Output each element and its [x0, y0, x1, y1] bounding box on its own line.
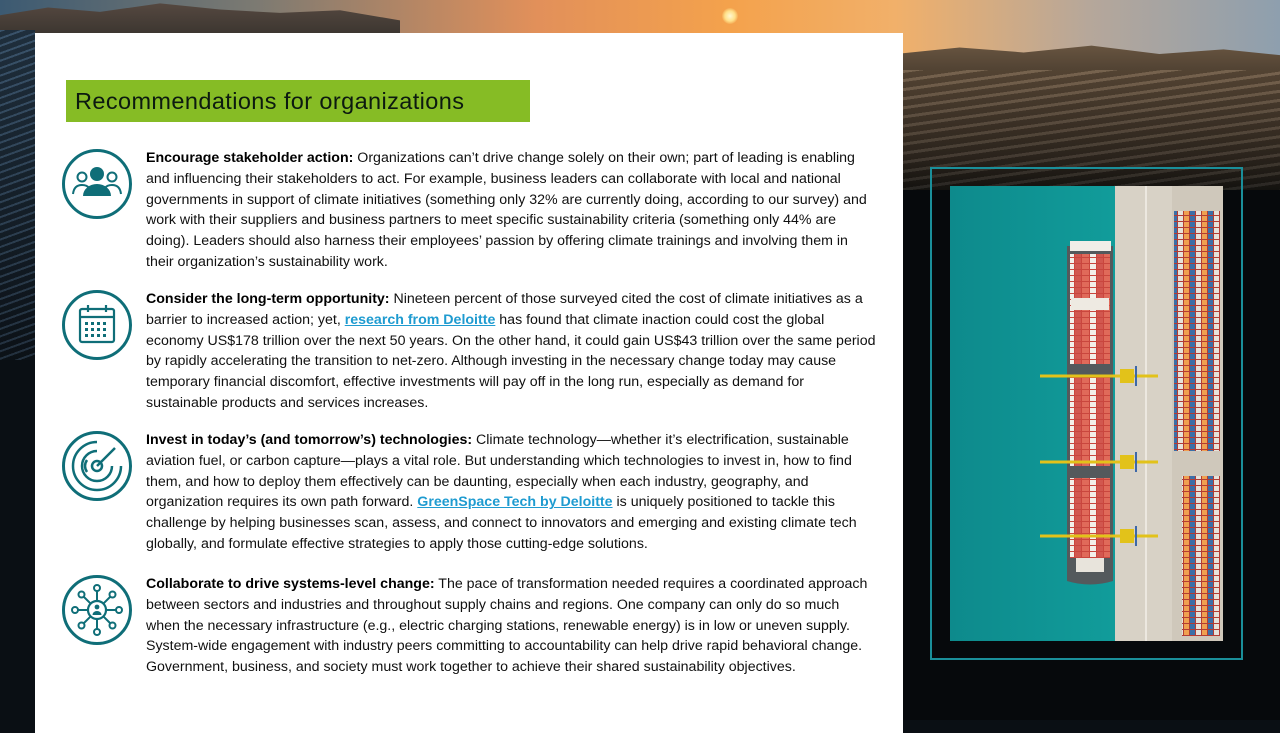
- title-bar: [66, 80, 530, 122]
- sun: [722, 8, 738, 24]
- recommendation-heading: Encourage stakeholder action:: [146, 150, 354, 166]
- network-hub-icon: [61, 574, 133, 646]
- recommendation-body: Climate technology—whether it’s electrification, sustainable aviation fuel, or carbon capture—plays a vital role. But understanding which technologies to invest in, how to find them, and how to deploy them effectively can be daunting, especially when each industry, geography, and organization requires its own path forward.: [146, 432, 852, 511]
- recommendation-text: [146, 430, 876, 555]
- recommendation-heading: Consider the long-term opportunity:: [146, 291, 390, 307]
- recommendation-heading: Collaborate to drive systems-level change:: [146, 576, 435, 592]
- recommendation-body: The pace of transformation needed requires a coordinated approach between sectors and industries and throughout supply chains and regions. One company can only do so much when the necessary infrastructure (e.g., electric charging stations, renewable energy) is in low or uneven supply. System-wide engagement with industry peers committing to accountability can help drive rapid behavioral change. Government, business, and society must work together to achieve their shared sustainability objectives.: [146, 576, 868, 676]
- people-group-icon: [61, 148, 133, 220]
- recommendation-text: [146, 574, 876, 678]
- container-ship-illustration: [950, 186, 1223, 641]
- recommendation-body: Organizations can’t drive change solely on their own; part of leading is enabling and influencing their stakeholders to act. For example, business leaders can collaborate with local and national governments in support of climate initiatives (something only 32% are currently doing, according to our survey) and work with their suppliers and business partners to meet specific sustainability criteria (something only 44% are doing). Leaders should also harness their employees’ passion by offering climate trainings and involving them in their organization’s sustainability work.: [146, 150, 867, 270]
- greenspace-tech-link[interactable]: GreenSpace Tech by Deloitte: [417, 494, 613, 511]
- recommendation-body-continued: has found that climate inaction could cost the global economy US$178 trillion over the next 50 years. On the other hand, it could gain US$43 trillion over the same period by rapidly accelerating the transition to net-zero. Although investing in the necessary change today may cause temporary financial discomfort, effective investments will pay off in the long run, especially as demand for sustainable products and services increases.: [146, 311, 876, 411]
- recommendation-body-continued: is uniquely positioned to tackle this challenge by helping businesses scan, assess, and connect to innovators and emerging and existing climate tech globally, and formulate effective strategies to apply those cutting-edge solutions.: [146, 494, 857, 552]
- recommendation-text: [146, 148, 876, 273]
- recommendation-body: Nineteen percent of those surveyed cited the cost of climate initiatives as a barrier to increased action; yet,: [146, 291, 863, 328]
- page-title: Recommendations for organizations: [75, 88, 465, 114]
- aerial-container-port-photo: [950, 186, 1223, 641]
- calendar-icon: [61, 289, 133, 361]
- recommendation-text: [146, 289, 876, 414]
- radar-target-icon: [61, 430, 133, 502]
- solar-field-left: [0, 30, 35, 360]
- recommendation-heading: Invest in today’s (and tomorrow’s) technologies:: [146, 432, 473, 448]
- content-card: [35, 33, 903, 733]
- research-link[interactable]: research from Deloitte: [344, 311, 496, 328]
